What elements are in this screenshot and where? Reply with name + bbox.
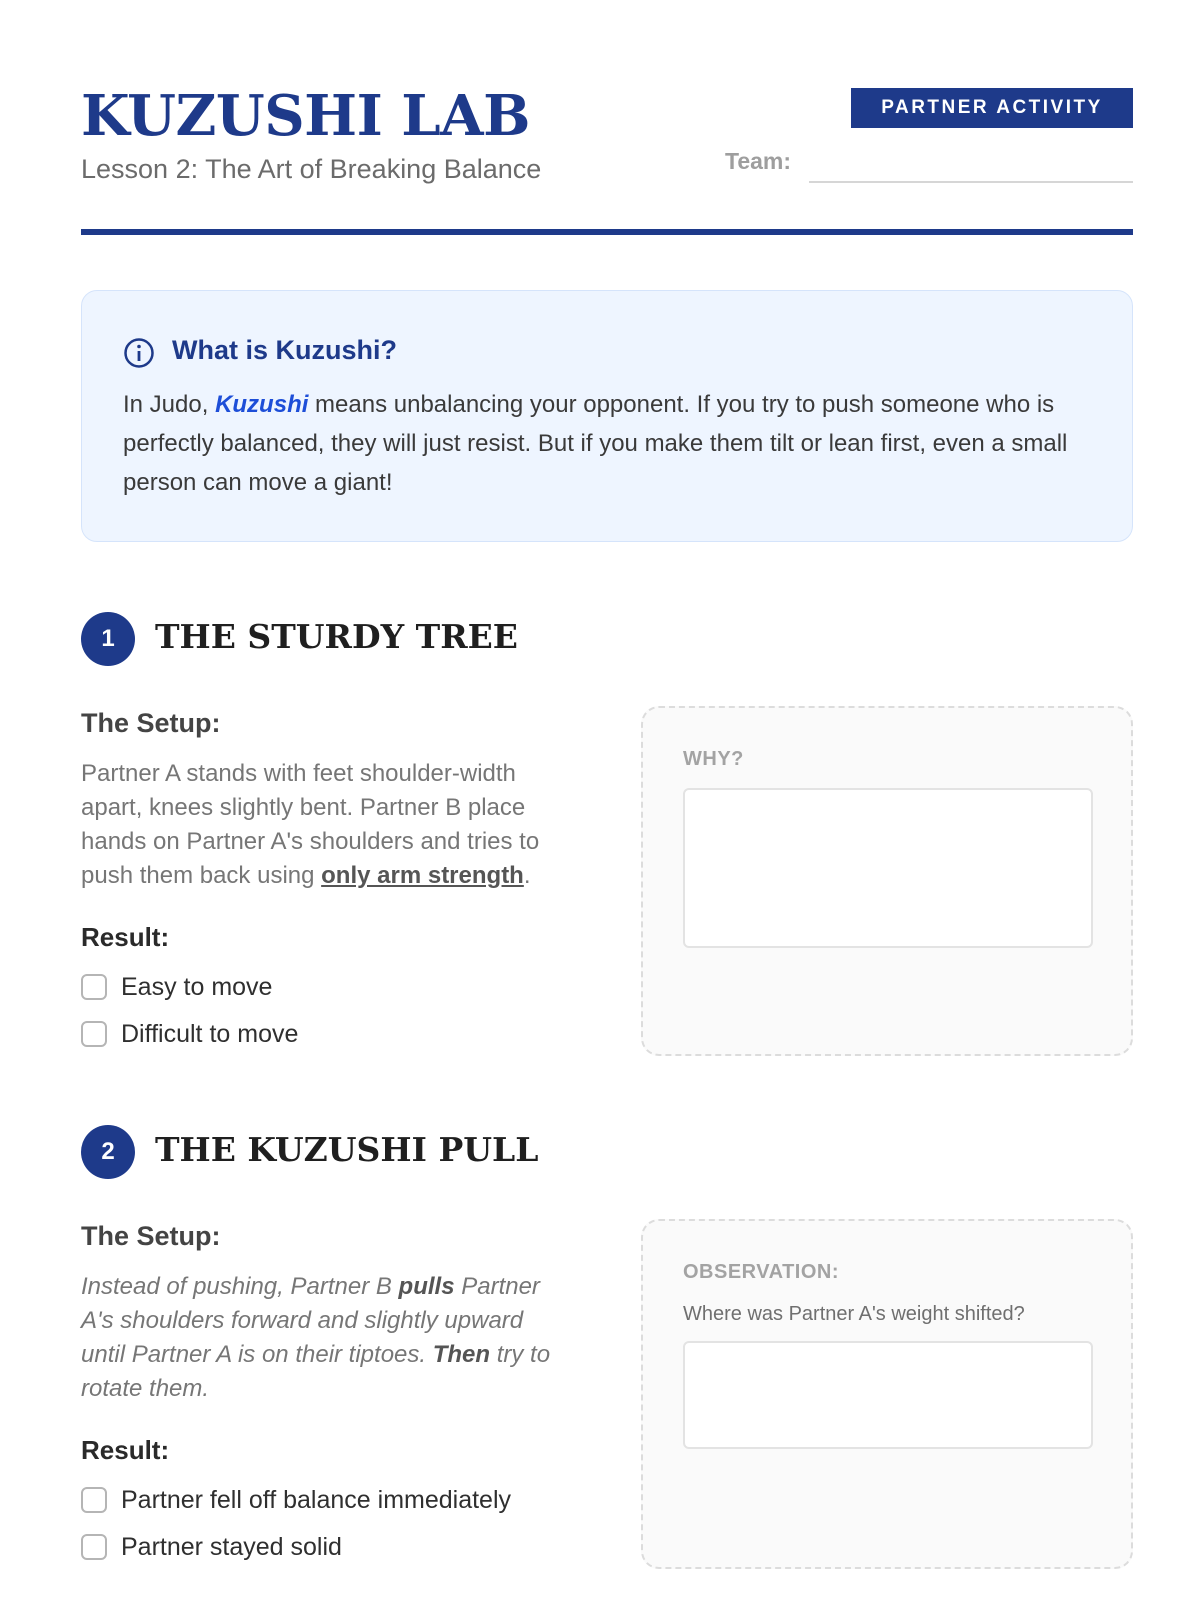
option-label: Easy to move bbox=[121, 972, 273, 1001]
setup-text bbox=[81, 1270, 571, 1406]
info-text-suffix: means unbalancing your opponent. If you try to push someone who is perfectly balanced, they will just resist. But if you make them tilt or lean first, even a small person can move a giant! bbox=[123, 391, 1068, 496]
setup-emphasis: only arm strength bbox=[321, 862, 524, 889]
info-icon bbox=[123, 337, 155, 369]
lesson-subtitle: Lesson 2: The Art of Breaking Balance bbox=[81, 154, 542, 184]
setup-label: The Setup: bbox=[81, 708, 221, 738]
option-stayed-solid[interactable] bbox=[81, 1532, 342, 1562]
setup-label: The Setup: bbox=[81, 1221, 221, 1251]
setup-bold-then: Then bbox=[432, 1341, 491, 1368]
result-label: Result: bbox=[81, 1435, 170, 1465]
checkbox[interactable] bbox=[81, 974, 107, 1000]
setup-text-part: try to rotate them. bbox=[81, 1341, 551, 1402]
setup-text-part: Instead of pushing, Partner B bbox=[81, 1273, 399, 1300]
section-title: THE KUZUSHI PULL bbox=[155, 1130, 539, 1169]
option-label: Difficult to move bbox=[121, 1019, 299, 1048]
section-title: THE STURDY TREE bbox=[155, 617, 518, 656]
setup-text-end: . bbox=[523, 862, 531, 889]
setup-text-part: Partner A's shoulders forward and slightly upward until Partner A is on their tiptoes. bbox=[81, 1273, 540, 1368]
kuzushi-info-box bbox=[81, 290, 1133, 542]
header-divider bbox=[81, 229, 1133, 235]
result-label: Result: bbox=[81, 922, 170, 952]
checkbox[interactable] bbox=[81, 1487, 107, 1513]
observation-question: Where was Partner A's weight shifted? bbox=[683, 1303, 1025, 1325]
setup-text bbox=[81, 757, 571, 893]
option-difficult-to-move[interactable] bbox=[81, 1019, 298, 1049]
info-text bbox=[123, 385, 1093, 502]
observation-label: OBSERVATION: bbox=[683, 1261, 840, 1283]
info-title: What is Kuzushi? bbox=[172, 335, 397, 365]
page-title: KUZUSHI LAB bbox=[81, 83, 530, 149]
kuzushi-term: Kuzushi bbox=[215, 391, 309, 418]
section-number: 2 bbox=[81, 1125, 135, 1179]
team-label: Team: bbox=[725, 148, 792, 174]
checkbox[interactable] bbox=[81, 1534, 107, 1560]
option-easy-to-move[interactable] bbox=[81, 972, 272, 1002]
why-answer-field[interactable] bbox=[683, 788, 1093, 948]
section-number: 1 bbox=[81, 612, 135, 666]
section-sturdy-tree bbox=[81, 612, 1133, 1092]
option-fell-off-balance[interactable] bbox=[81, 1485, 511, 1515]
worksheet-header bbox=[81, 84, 1133, 234]
setup-bold-pulls: pulls bbox=[398, 1273, 455, 1300]
team-name-field[interactable] bbox=[809, 181, 1133, 183]
activity-badge: PARTNER ACTIVITY bbox=[851, 88, 1133, 128]
observation-answer-field[interactable] bbox=[683, 1341, 1093, 1449]
observation-panel bbox=[641, 1219, 1133, 1569]
option-label: Partner fell off balance immediately bbox=[121, 1485, 512, 1514]
info-text-prefix: In Judo, bbox=[123, 391, 216, 418]
setup-text-body: Partner A stands with feet shoulder-width apart, knees slightly bent. Partner B place hands on Partner A's shoulders and tries to push them back using bbox=[81, 760, 540, 889]
why-label: WHY? bbox=[683, 748, 744, 770]
section-kuzushi-pull bbox=[81, 1125, 1133, 1600]
option-label: Partner stayed solid bbox=[121, 1532, 342, 1561]
checkbox[interactable] bbox=[81, 1021, 107, 1047]
why-panel bbox=[641, 706, 1133, 1056]
